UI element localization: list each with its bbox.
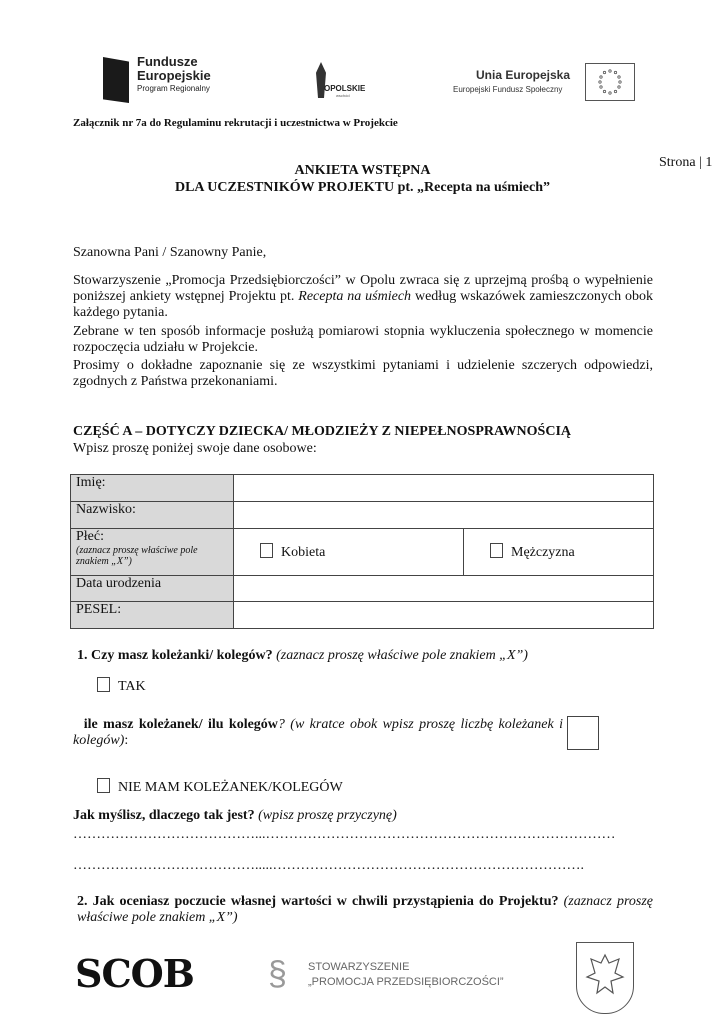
page-number: Strona | 1 (659, 155, 713, 170)
attachment-note: Załącznik nr 7a do Regulaminu rekrutacji i uczestnictwa w Projekcie (73, 117, 398, 129)
intro-paragraph-2: Zebrane w ten sposób informacje posłużą pomiarowi stopnia wykluczenia społecznego w momencie rozpoczęcia udziału w Projekcie. (73, 324, 653, 355)
section-a-subtitle: Wpisz proszę poniżej swoje dane osobowe: (73, 441, 317, 456)
birth-date-label: Data urodzenia (71, 576, 234, 602)
question-2: 2. Jak oceniasz poczucie własnej wartości w chwili przystąpienia do Projektu? (zaznacz proszę właściwe pole znakiem „X”) (77, 894, 653, 925)
female-label: Kobieta (281, 545, 326, 560)
intro-paragraph-3: Prosimy o dokładne zapoznanie się ze wszystkimi pytaniami i udzielenie szczerych odpowiedzi, zgodnych z Państwa przekonaniami. (73, 358, 653, 389)
question-1-text: Czy masz koleżanki/ kolegów? (91, 648, 273, 663)
stowarzyszenie-line1: STOWARZYSZENIE (308, 961, 410, 973)
eu-flag-icon (585, 63, 635, 101)
question-1-number: 1. (77, 648, 88, 663)
gender-male-cell (464, 529, 654, 576)
fe-logo-line2: Europejskie (137, 68, 211, 83)
intro-paragraph-1: Stowarzyszenie „Promocja Przedsiębiorczości” w Opolu zwraca się z uprzejmą prośbą o wypełnienie poniższej ankiety wstępnej Projektu pt. Recepta na uśmiech według wskazówek zamieszczonych obok każdego pytania. (73, 273, 653, 320)
male-label: Mężczyzna (511, 545, 575, 560)
fe-flag-icon (103, 57, 129, 103)
fundusze-europejskie-logo (103, 55, 243, 107)
q1-yes-checkbox[interactable] (97, 677, 110, 692)
eu-logo-line2: Europejski Fundusz Społeczny (453, 85, 563, 94)
pesel-label: PESEL: (71, 602, 234, 629)
q1-count-input[interactable] (567, 716, 599, 750)
gender-label-cell (71, 529, 234, 576)
document-title-line2: DLA UCZESTNIKÓW PROJEKTU pt. „Recepta na uśmiech” (174, 180, 551, 195)
fe-logo-line1: Fundusze (137, 54, 198, 69)
q1-no-option (97, 778, 343, 796)
q1-why-answer-line-1[interactable]: …………………………………...………………………………………………………………… (73, 827, 616, 842)
first-name-field[interactable] (234, 475, 654, 502)
q1-no-checkbox[interactable] (97, 778, 110, 793)
eu-logo-line1: Unia Europejska (476, 68, 571, 82)
eu-logo-text (453, 68, 570, 94)
question-1 (77, 648, 528, 664)
opolskie-sub: wschód (336, 93, 350, 98)
q1-no-label: NIE MAM KOLEŻANEK/KOLEGÓW (118, 780, 343, 795)
q1-why-question: Jak myślisz, dlaczego tak jest? (wpisz proszę przyczynę) (73, 808, 397, 823)
male-checkbox[interactable] (490, 543, 503, 558)
birth-date-field[interactable] (234, 576, 654, 602)
personal-data-table (70, 474, 654, 629)
question-1-hint: (zaznacz proszę właściwe pole znakiem „X”) (276, 648, 528, 663)
q1-yes-label: TAK (118, 679, 146, 694)
eagle-crest-icon (576, 942, 634, 1014)
q1-yes-option (97, 677, 146, 695)
q1-why-answer-line-2[interactable]: ………………………………….....…………………………………………………………. (73, 858, 584, 873)
document-title-line1: ANKIETA WSTĘPNA (294, 163, 431, 178)
scob-logo: SCOB (75, 951, 194, 996)
first-name-label: Imię: (71, 475, 234, 502)
opolskie-name: OPOLSKIE (324, 84, 366, 93)
greeting: Szanowna Pani / Szanowny Panie, (73, 245, 267, 260)
section-a-title: CZĘŚĆ A – DOTYCZY DZIECKA/ MŁODZIEŻY Z NIEPEŁNOSPRAWNOŚCIĄ (73, 424, 571, 439)
pesel-field[interactable] (234, 602, 654, 629)
last-name-field[interactable] (234, 502, 654, 529)
q1-count-question: ile masz koleżanek/ ilu kolegów? (w kratce obok wpisz proszę liczbę koleżanek i kolegów): (73, 717, 563, 748)
gender-hint: (zaznacz proszę właściwe pole znakiem „X”) (76, 545, 198, 567)
stowarzyszenie-s-icon: § (268, 955, 287, 993)
female-checkbox[interactable] (260, 543, 273, 558)
opolskie-logo (308, 62, 368, 102)
gender-label: Płeć: (76, 529, 104, 544)
stowarzyszenie-line2: „PROMOCJA PRZEDSIĘBIORCZOŚCI” (308, 976, 504, 988)
fe-logo-line3: Program Regionalny (137, 84, 210, 93)
gender-female-cell (234, 529, 464, 576)
last-name-label: Nazwisko: (71, 502, 234, 529)
